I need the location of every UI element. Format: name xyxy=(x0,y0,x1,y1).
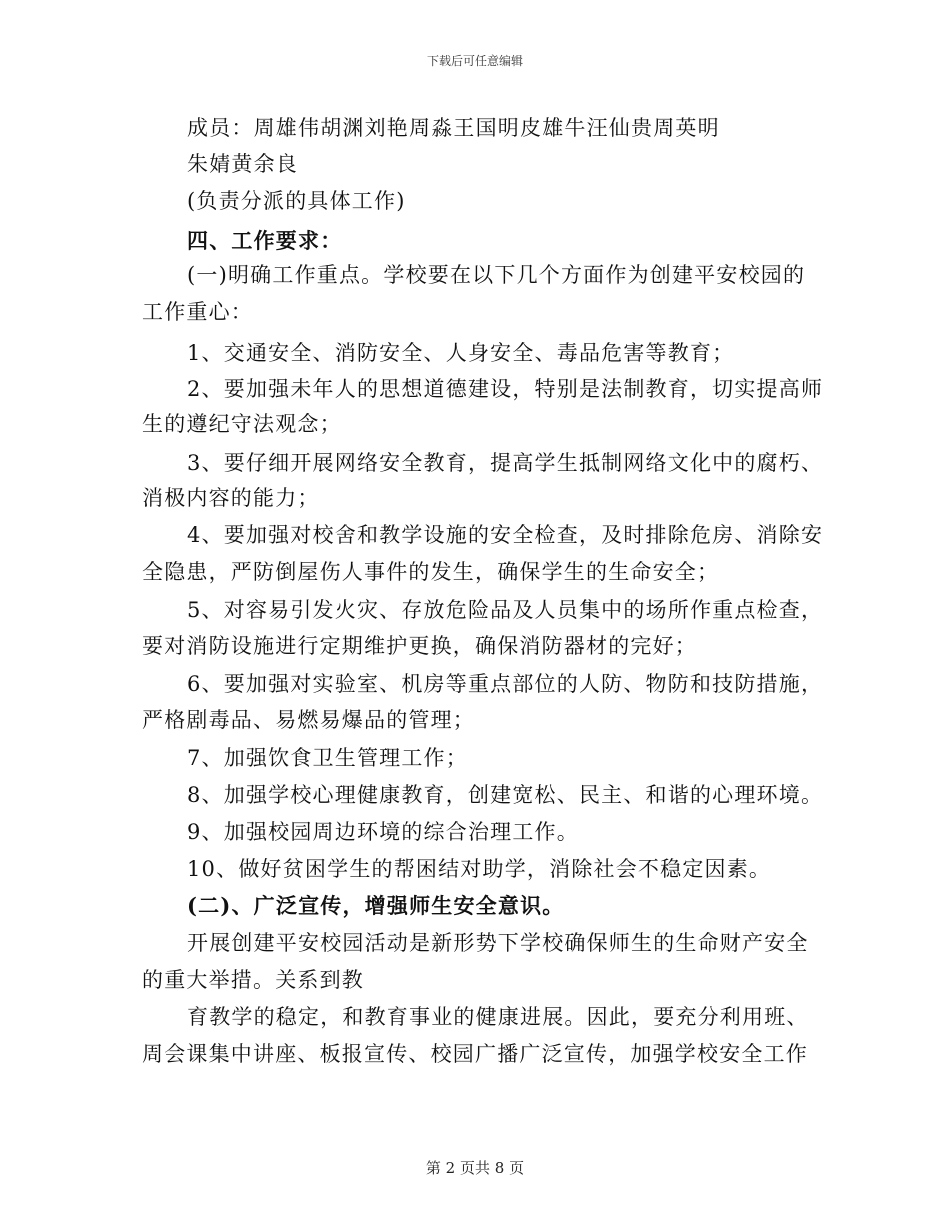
list-item-1: 1、交通安全、消防安全、人身安全、毒品危害等教育； xyxy=(187,341,735,365)
members-note: (负责分派的具体工作) xyxy=(187,189,406,213)
paragraph-line: 工作重心： xyxy=(142,300,253,324)
list-item-2-cont: 生的遵纪守法观念； xyxy=(142,412,342,436)
members-line: 成员：周雄伟胡渊刘艳周淼王国明皮雄牛汪仙贵周英明 xyxy=(187,116,720,140)
list-item-6-cont: 严格剧毒品、易燃易爆品的管理； xyxy=(142,708,475,732)
page-header: 下载后可任意编辑 xyxy=(426,54,523,68)
section-heading-2: (二)、广泛宣传，增强师生安全意识。 xyxy=(187,893,565,918)
paragraph-line: 开展创建平安校园活动是新形势下学校确保师生的生命财产安全 xyxy=(187,931,809,955)
list-item-7: 7、加强饮食卫生管理工作； xyxy=(187,746,468,770)
page-footer: 第 2 页共 8 页 xyxy=(425,1159,525,1177)
list-item-5: 5、对容易引发火灾、存放危险品及人员集中的场所作重点检查， xyxy=(187,598,824,622)
paragraph-line: 周会课集中讲座、板报宣传、校园广播广泛宣传，加强学校安全工作 xyxy=(142,1042,808,1066)
section-heading-4: 四、工作要求： xyxy=(187,228,343,253)
list-item-4-cont: 全隐患，严防倒屋伤人事件的发生，确保学生的生命安全； xyxy=(142,560,720,584)
members-line-cont: 朱婧黄余良 xyxy=(187,152,298,176)
list-item-3-cont: 消极内容的能力； xyxy=(142,486,320,510)
paragraph-line: 的重大举措。关系到教 xyxy=(142,968,364,992)
list-item-8: 8、加强学校心理健康教育，创建宽松、民主、和谐的心理环境。 xyxy=(187,783,824,807)
list-item-4: 4、要加强对校舍和教学设施的安全检查，及时排除危房、消除安 xyxy=(187,523,824,547)
list-item-6: 6、要加强对实验室、机房等重点部位的人防、物防和技防措施， xyxy=(187,672,824,696)
list-item-5-cont: 要对消防设施进行定期维护更换，确保消防器材的完好； xyxy=(142,634,697,658)
paragraph-line: 育教学的稳定，和教育事业的健康进展。因此，要充分利用班、 xyxy=(187,1005,809,1029)
list-item-10: 10、做好贫困学生的帮困结对助学，消除社会不稳定因素。 xyxy=(187,857,772,881)
list-item-9: 9、加强校园周边环境的综合治理工作。 xyxy=(187,820,579,844)
paragraph-line: (一)明确工作重点。学校要在以下几个方面作为创建平安校园的 xyxy=(187,263,806,287)
list-item-3: 3、要仔细开展网络安全教育，提高学生抵制网络文化中的腐朽、 xyxy=(187,451,824,475)
list-item-2: 2、要加强未年人的思想道德建设，特别是法制教育，切实提高师 xyxy=(187,377,824,401)
